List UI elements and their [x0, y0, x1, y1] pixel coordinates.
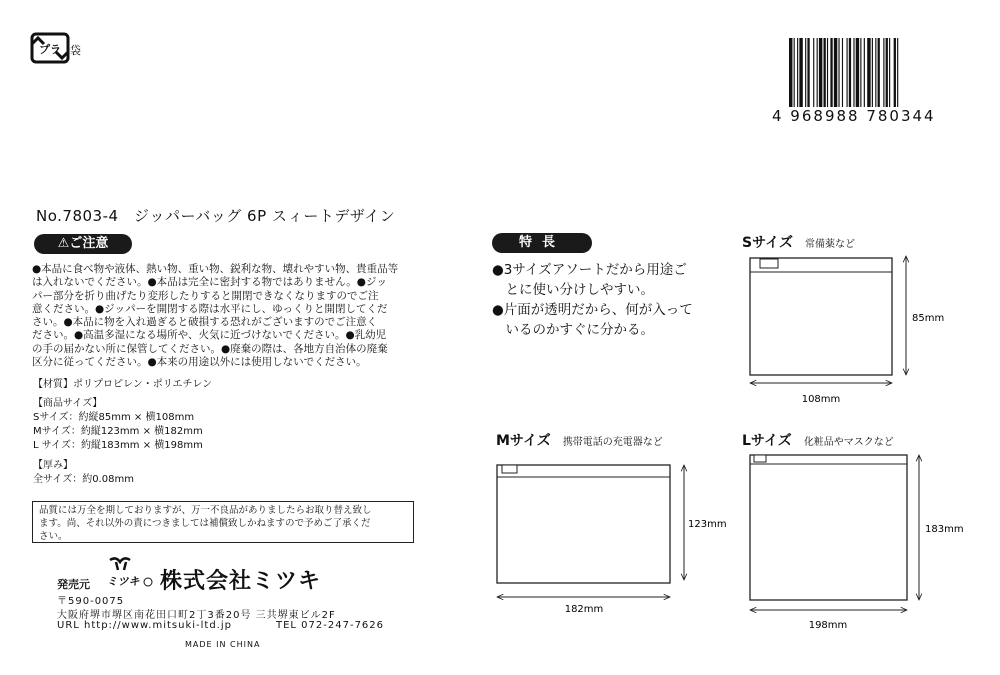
- m-bag-diagram: [497, 465, 727, 615]
- barcode-bar: [807, 38, 809, 110]
- l-size-use: 化粧品やマスクなど: [803, 437, 894, 448]
- barcode-bar: [847, 38, 848, 110]
- barcode-bar: [897, 38, 898, 110]
- barcode-bar: [834, 38, 837, 110]
- caution-line: さい。●本品に物を入れ過ぎると破損する恐れがございますのでご注意く: [32, 316, 378, 329]
- feature-line: いるのかすぐに分かる。: [492, 322, 654, 338]
- barcode-bar: [794, 38, 795, 110]
- caution-heading: ⚠ご注意: [34, 234, 132, 254]
- s-width-label: 108mm: [801, 394, 841, 405]
- caution-line: の手の届かない所に保管してください。●廃棄の際は、各地方自治体の廃棄: [32, 342, 388, 355]
- company-url: URL http://www.mitsuki-ltd.jp: [57, 620, 232, 631]
- barcode-bar: [878, 38, 880, 110]
- m-size-title: [496, 430, 663, 450]
- material-spec: 【材質】ポリプロピレン・ポリエチレン: [33, 379, 213, 390]
- product-title: No.7803-4 ジッパーバッグ 6P スィートデザイン: [36, 207, 396, 225]
- l-width-label: 198mm: [808, 620, 848, 631]
- caution-line: パー部分を折り曲げたり変形したりすると開閉できなくなりますのでご注: [32, 289, 379, 302]
- postal-code: 〒590-0075: [57, 596, 125, 607]
- s-size-title: [742, 232, 855, 252]
- barcode-bar: [849, 38, 851, 110]
- barcode-bar: [817, 38, 818, 110]
- barcode-bar: [799, 38, 802, 110]
- barcode-bar: [838, 38, 839, 110]
- barcode-bar: [827, 38, 828, 110]
- l-height-label: 183mm: [925, 524, 964, 535]
- barcode-bar: [860, 38, 861, 110]
- caution-line: ●本品に食べ物や液体、熱い物、重い物、鋭利な物、壊れやすい物、貴重品等: [32, 263, 399, 275]
- barcode-bar: [797, 38, 798, 110]
- l-size-title: [742, 430, 894, 450]
- barcode-bar: [842, 38, 843, 110]
- size-spec-m: Mサイズ：約縦123mm × 横182mm: [33, 426, 203, 437]
- l-bag-diagram: [750, 455, 964, 631]
- barcode-bar: [883, 38, 884, 110]
- feature-line: ●3サイズアソートだから用途ご: [492, 262, 687, 278]
- size-heading: 【商品サイズ】: [33, 398, 103, 409]
- barcode-bar: [872, 38, 873, 110]
- disclaimer-line: 品質には万全を期しておりますが、万一不良品がありましたらお取り替え致し: [39, 505, 372, 516]
- barcode-bar: [856, 38, 859, 110]
- barcode-bar: [886, 38, 888, 110]
- barcode-bar: [867, 38, 870, 110]
- features-heading: 特長: [492, 233, 592, 253]
- recycle-label: 袋: [70, 44, 81, 57]
- s-size-name: Sサイズ: [742, 235, 793, 251]
- m-size-name: Mサイズ: [496, 433, 551, 449]
- company-address: 大阪府堺市堺区南花田口町2丁3番20号 三共堺東ビル2F: [57, 610, 336, 621]
- barcode-bar: [889, 38, 890, 110]
- caution-text: [32, 263, 424, 369]
- barcode-bar: [824, 38, 826, 110]
- barcode-digits: 4 968988 780344: [772, 107, 936, 125]
- size-spec-s: Sサイズ：約縦85mm × 横108mm: [33, 412, 195, 423]
- m-height-label: 123mm: [688, 519, 727, 530]
- s-height-label: 85mm: [912, 313, 945, 324]
- feature-list: [492, 260, 707, 340]
- barcode-bar: [894, 38, 896, 110]
- s-size-use: 常備薬など: [804, 239, 855, 250]
- caution-line: 意ください。●ジッパーを開閉する際は水平にし、ゆっくりと開閉してくだ: [32, 302, 388, 315]
- barcode-bar: [813, 38, 814, 110]
- caution-line: ださい。●高温多湿になる場所や、火気に近づけないでください。●乳幼児: [32, 329, 387, 342]
- disclaimer-line: ます。尚、それ以外の責につきましては補償致しかねますので予めご了承くだ: [39, 518, 371, 529]
- recycle-mark-text: プラ: [39, 43, 61, 56]
- barcode-bar: [853, 38, 854, 110]
- brand-logo: [96, 556, 154, 590]
- barcode-bar: [875, 38, 876, 110]
- made-in-label: MADE IN CHINA: [185, 640, 261, 649]
- feature-line: とに使い分けしやすい。: [492, 282, 654, 298]
- caution-line: 区分に従ってください。●本来の用途以外には使用しないでください。: [32, 356, 367, 369]
- publisher-label: 発売元: [57, 578, 90, 591]
- thickness-spec: 全サイズ：約0.08mm: [33, 474, 134, 485]
- barcode-bar: [830, 38, 832, 110]
- disclaimer-box: [32, 501, 414, 543]
- size-spec-l: L サイズ：約縦183mm × 横198mm: [33, 440, 203, 451]
- feature-line: ●片面が透明だから、何が入って: [492, 302, 693, 318]
- brand-logo-text: ミツキ: [106, 575, 140, 588]
- thickness-heading: 【厚み】: [33, 460, 73, 471]
- recycle-pla-icon: [30, 30, 70, 66]
- barcode-bar: [864, 38, 865, 110]
- m-width-label: 182mm: [564, 604, 604, 615]
- barcode-bar: [789, 38, 792, 110]
- barcode-bar: [805, 38, 806, 110]
- m-size-use: 携帯電話の充電器など: [562, 437, 663, 448]
- s-bag-diagram: [750, 256, 944, 405]
- l-size-name: Lサイズ: [742, 433, 792, 449]
- company-name: 株式会社ミツキ: [160, 569, 322, 594]
- barcode-bar: [819, 38, 822, 110]
- company-tel: TEL 072-247-7626: [276, 620, 385, 631]
- disclaimer-line: さい。: [39, 531, 68, 542]
- caution-line: は入れないでください。●本品は完全に密封する物ではありません。●ジッ: [32, 276, 387, 289]
